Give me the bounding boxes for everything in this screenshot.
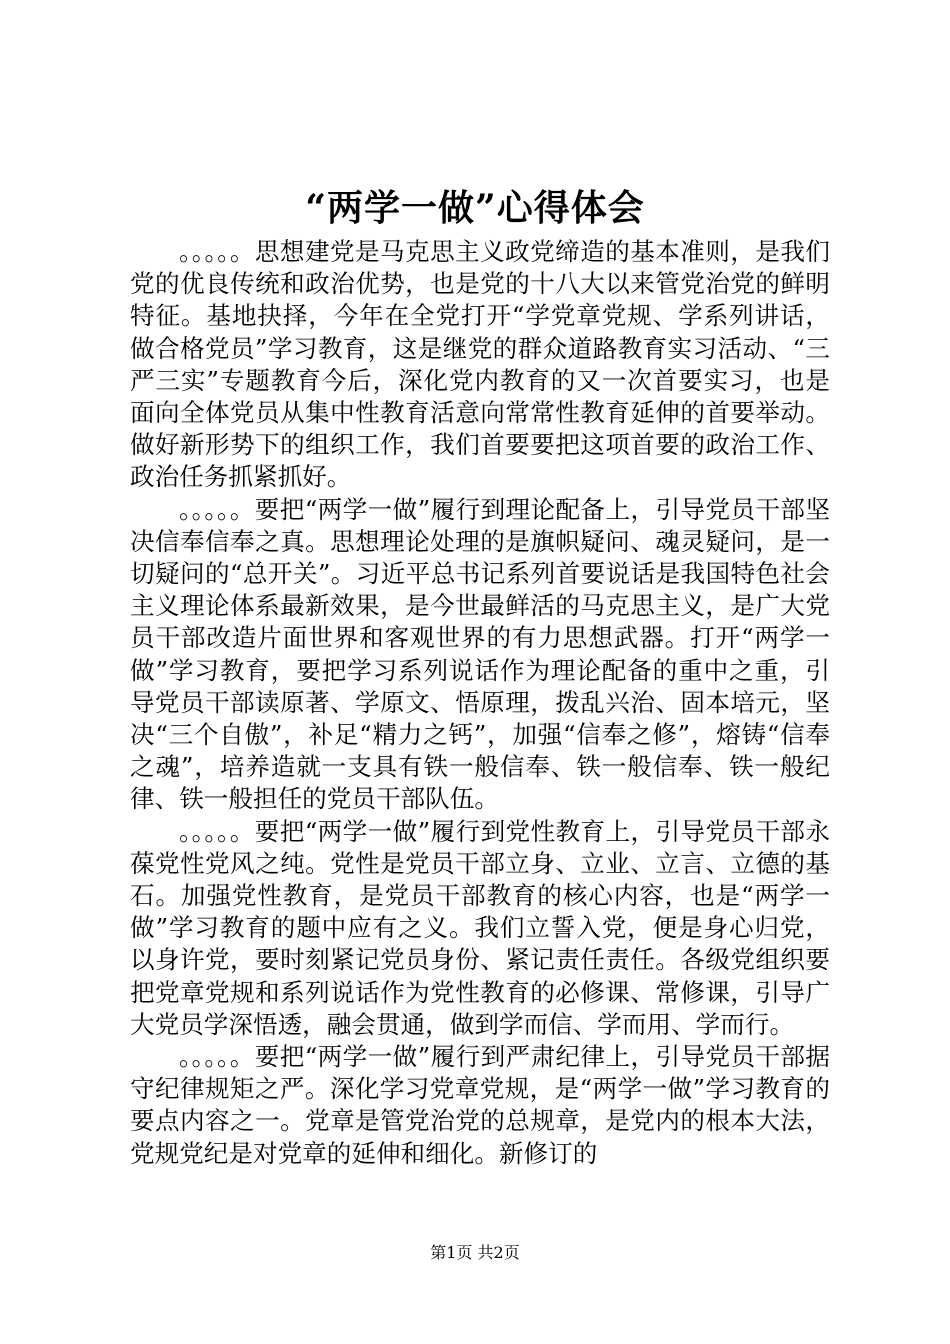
paragraph-2: 。。。。。要把“两学一做”履行到理论配备上，引导党员干部坚决信奉信奉之真。思想理论处理的是旗帜疑问、魂灵疑问，是一切疑问的“总开关”。习近平总书记系列首要说话是我国特色社会主义理论体系最新效果，是今世最鲜活的马克思主义，是广大党员干部改造片面世界和客观世界的有力思想武器。打开“两学一做”学习教育，要把学习系列说话作为理论配备的重中之重，引导党员干部读原著、学原文、悟原理，拨乱兴治、固本培元，坚决“三个自傲”，补足“精力之钙”，加强“信奉之修”，熔铸“信奉之魂”，培养造就一支具有铁一般信奉、铁一般信奉、铁一般纪律、铁一般担任的党员干部队伍。 [130, 494, 830, 814]
paragraph-1: 。。。。。思想建党是马克思主义政党缔造的基本准则，是我们党的优良传统和政治优势，也是党的十八大以来管党治党的鲜明特征。基地抉择，今年在全党打开“学党章党规、学系列讲话，做合格党员”学习教育，这是继党的群众道路教育实习活动、“三严三实”专题教育今后，深化党内教育的又一次首要实习，也是面向全体党员从集中性教育活意向常常性教育延伸的首要举动。做好新形势下的组织工作，我们首要要把这项首要的政治工作、政治任务抓紧抓好。 [130, 237, 830, 492]
page-footer [0, 1243, 950, 1263]
paragraph-3: 。。。。。要把“两学一做”履行到党性教育上，引导党员干部永葆党性党风之纯。党性是党员干部立身、立业、立言、立德的基石。加强党性教育，是党员干部教育的核心内容，也是“两学一做”学习教育的题中应有之义。我们立誓入党，便是身心归党，以身许党，要时刻紧记党员身份、紧记责任责任。各级党组织要把党章党规和系列说话作为党性教育的必修课、常修课，引导广大党员学深悟透，融会贯通，做到学而信、学而用、学而行。 [130, 816, 830, 1039]
paragraph-4: 。。。。。要把“两学一做”履行到严肃纪律上，引导党员干部据守纪律规矩之严。深化学习党章党规，是“两学一做”学习教育的要点内容之一。党章是管党治党的总规章，是党内的根本大法，党规党纪是对党章的延伸和细化。新修订的 [130, 1042, 830, 1168]
document-title: “两学一做”心得体会 [305, 187, 645, 229]
page-number-label: 第1页 共2页 [430, 1243, 520, 1262]
document-body [130, 236, 830, 1170]
